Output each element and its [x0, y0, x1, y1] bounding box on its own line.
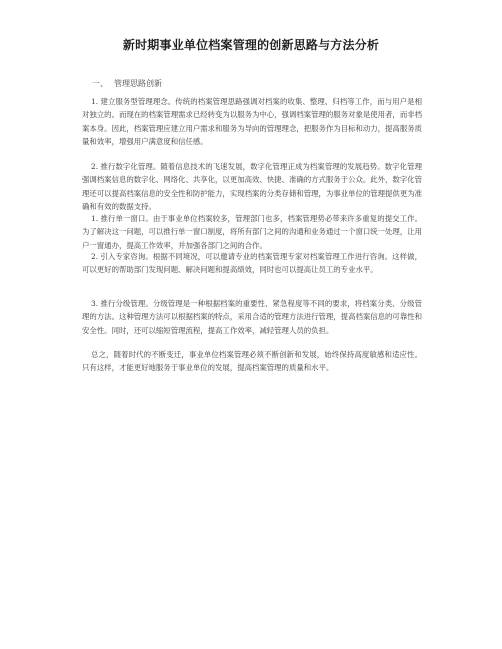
section-heading-text: 管理思路创新 — [114, 79, 162, 88]
paragraph-service-concept: 1. 建立服务型管理理念。传统的档案管理思路强调对档案的收集、整理、归档等工作，而与用户是相对独立的。而现在的档案管理需求已经转变为以服务为中心，强调档案管理的服务对象是使用者，而非档案本身。因此，档案管理应建立用户需求和服务为导向的管理理念，把服务作为目标和动力，提高服务质量和效率，增强用户满意度和信任感。 — [82, 97, 422, 146]
paragraph-tiered-management: 3. 推行分级管理。分级管理是一种根据档案的重要性、紧急程度等不同的要求，将档案分类、分级管理的方法。这种管理方法可以根据档案的特点，采用合适的管理方法进行管理，提高档案信息的可靠性和安全性。同时，还可以缩短管理流程，提高工作效率，减轻管理人员的负担。 — [82, 299, 422, 335]
paragraph-expert-consulting: 2. 引入专家咨询。根据不同境况，可以邀请专业的档案管理专家对档案管理工作进行咨询。这样做，可以更好的帮助部门发现问题、解决问题和提高绩效，同时也可以提高让员工的专业水平。 — [82, 252, 422, 275]
paragraph-digital-management: 2. 推行数字化管理。随着信息技术的飞速发展，数字化管理正成为档案管理的发展趋势。数字化管理强调档案信息的数字化、网络化、共享化，以更加高效、快捷、准确的方式服务于公众。此外，数字化管理还可以提高档案信息的安全性和防护能力，实现档案的分类存储和管理，为事业单位的管理提供更为准确和有效的数据支持。 — [82, 162, 422, 211]
section-number: 一、 — [92, 79, 108, 88]
paragraph-single-window: 1. 推行单一窗口。由于事业单位档案较多，管理部门也多，档案管理势必带来许多重复的提交工作。为了解决这一问题，可以推行单一窗口制度，将所有部门之间的沟通和业务通过一个窗口统一处理，让用户一窗通办，提高工作效率，并加强各部门之间的合作。 — [82, 214, 422, 250]
document-title: 新时期事业单位档案管理的创新思路与方法分析 — [122, 38, 380, 52]
paragraph-conclusion: 总之，随着时代的不断变迁，事业单位档案管理必须不断创新和发展，始终保持高度敏感和适应性。只有这样，才能更好地服务于事业单位的发展，提高档案管理的质量和水平。 — [82, 350, 422, 373]
section-heading — [92, 78, 162, 89]
